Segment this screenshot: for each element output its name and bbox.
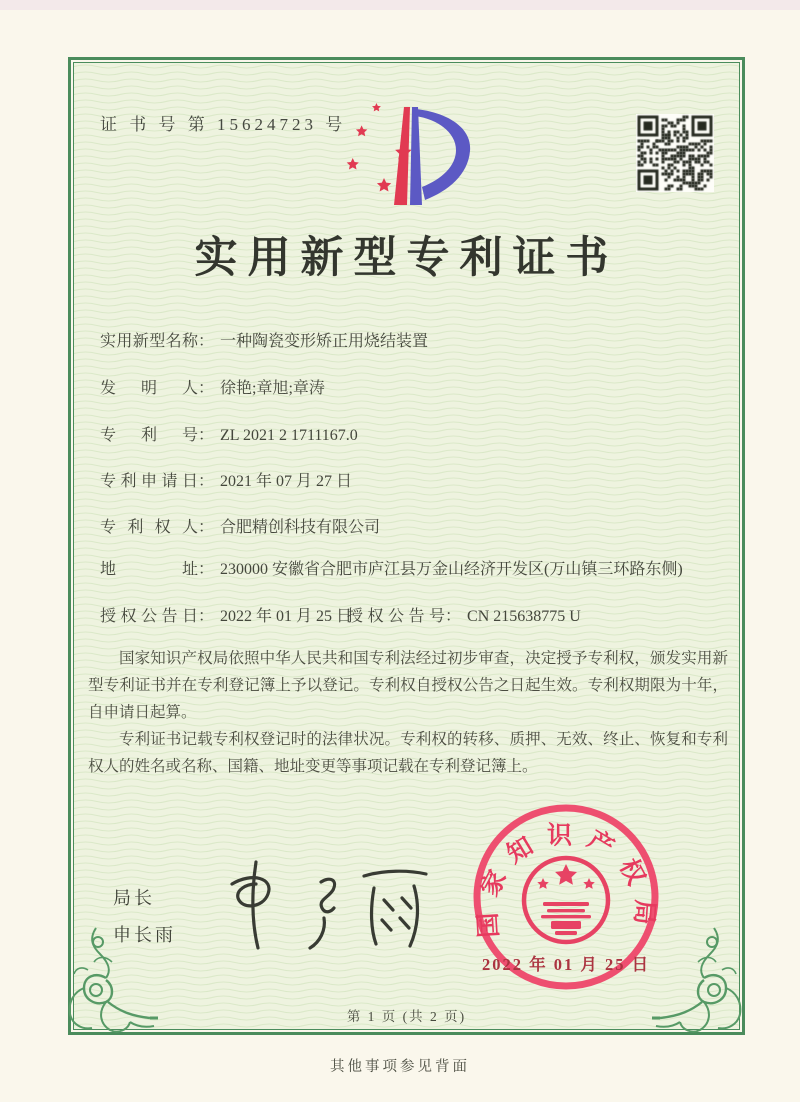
- field-value: ZL 2021 2 1711167.0: [220, 427, 358, 444]
- signer-name: 申长雨: [113, 925, 176, 945]
- field-colon: ：: [198, 519, 215, 536]
- field-value: 徐艳;章旭;章涛: [220, 380, 325, 397]
- qr-code: [636, 114, 714, 192]
- field-label: 授权公告日: [100, 608, 198, 625]
- certificate-title: 实用新型专利证书: [194, 235, 619, 282]
- signer-title: 局长: [113, 888, 155, 908]
- field-row-address: [100, 558, 683, 582]
- field-value: 2022 年 01 月 25 日: [220, 608, 353, 625]
- field-value: 合肥精创科技有限公司: [220, 519, 381, 536]
- field-row-grant-number: [347, 605, 581, 629]
- legal-text: [88, 645, 728, 780]
- scan-edge-artifact: [0, 0, 800, 10]
- field-value: CN 215638775 U: [467, 608, 581, 625]
- field-label: 地址: [100, 561, 198, 578]
- seal-text: 国家知识产权局: [472, 821, 660, 939]
- field-colon: ：: [198, 333, 215, 350]
- field-row-name: [100, 330, 428, 354]
- field-colon: ：: [198, 608, 215, 625]
- cnipa-logo-icon: [330, 103, 485, 221]
- back-note: 其他事项参见背面: [330, 1059, 470, 1075]
- field-label: 专利权人: [100, 519, 198, 536]
- field-label: 实用新型名称: [100, 333, 198, 350]
- handwritten-signature-icon: [218, 848, 433, 956]
- legal-paragraph-1: 国家知识产权局依照中华人民共和国专利法经过初步审查，决定授予专利权，颁发实用新型专利证书并在专利登记簿上予以登记。专利权自授权公告之日起生效。专利权期限为十年，自申请日起算。: [88, 650, 728, 721]
- field-colon: ：: [198, 561, 215, 578]
- field-row-patent-number: [100, 424, 358, 448]
- field-label: 专利号: [100, 427, 198, 444]
- field-value: 一种陶瓷变形矫正用烧结装置: [220, 333, 429, 350]
- field-row-grant-date: [100, 605, 352, 629]
- page-number: 第 1 页 (共 2 页): [346, 1009, 467, 1024]
- field-value: 230000 安徽省合肥市庐江县万金山经济开发区(万山镇三环路东侧): [220, 561, 683, 578]
- field-label: 授权公告号: [347, 608, 445, 625]
- field-row-inventors: [100, 377, 325, 401]
- field-colon: ：: [198, 427, 215, 444]
- field-colon: ：: [445, 608, 462, 625]
- field-colon: ：: [198, 380, 215, 397]
- field-row-patentee: [100, 516, 380, 540]
- field-label: 发明人: [100, 380, 198, 397]
- field-colon: ：: [198, 473, 215, 490]
- field-row-filing-date: [100, 470, 352, 494]
- certificate-number: 证 书 号 第 15624723 号: [100, 115, 347, 134]
- field-value: 2021 年 07 月 27 日: [220, 473, 353, 490]
- legal-paragraph-2: 专利证书记载专利权登记时的法律状况。专利权的转移、质押、无效、终止、恢复和专利权人的姓名或名称、国籍、地址变更等事项记载在专利登记簿上。: [88, 731, 728, 775]
- seal-date: 2022 年 01 月 25 日: [481, 955, 651, 974]
- field-label: 专利申请日: [100, 473, 198, 490]
